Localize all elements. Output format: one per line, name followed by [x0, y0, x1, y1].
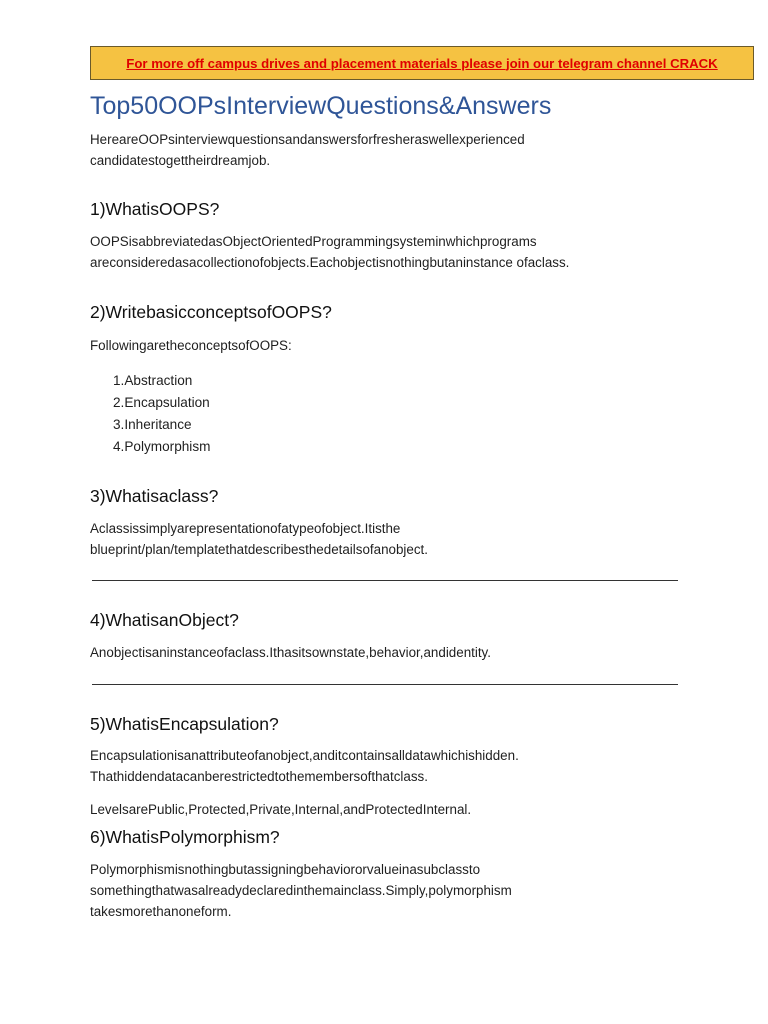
telegram-banner-link[interactable]: For more off campus drives and placement materials please join our telegram channel CRACK [126, 55, 718, 71]
question-3-heading: 3)Whatisaclass? [90, 486, 219, 506]
oops-concepts-list [113, 370, 210, 458]
answer-6-paragraph [90, 859, 690, 922]
list-item: 4.Polymorphism [113, 439, 211, 454]
list-item: 2.Encapsulation [113, 395, 210, 410]
answer-5-line-3: LevelsarePublic,Protected,Private,Internal,andProtectedInternal. [90, 802, 472, 817]
answer-6-line-3: takesmorethanoneform. [90, 904, 232, 919]
question-2-heading: 2)WritebasicconceptsofOOPS? [90, 302, 332, 322]
question-4-heading: 4)WhatisanObject? [90, 610, 239, 630]
answer-3-line-2: blueprint/plan/templatethatdescribesthedetailsofanobject. [90, 542, 428, 557]
telegram-banner [90, 46, 754, 80]
answer-4-line-1: Anobjectisaninstanceofaclass.Ithasitsownstate,behavior,andidentity. [90, 645, 491, 660]
intro-paragraph [90, 129, 690, 171]
answer-5-paragraph [90, 745, 690, 787]
list-item: 1.Abstraction [113, 373, 193, 388]
question-1-heading: 1)WhatisOOPS? [90, 199, 220, 219]
page-title: Top50OOPsInterviewQuestions&Answers [90, 92, 552, 120]
answer-5-levels [90, 799, 690, 820]
answer-5-line-2: Thathiddendatacanberestrictedtothemembersofthatclass. [90, 769, 428, 784]
intro-line-2: candidatestogettheirdreamjob. [90, 153, 271, 168]
answer-2-intro [90, 335, 690, 356]
answer-6-line-2: somethingthatwasalreadydeclaredinthemainclass.Simply,polymorphism [90, 883, 512, 898]
answer-5-line-1: Encapsulationisanattributeofanobject,anditcontainsalldatawhichishidden. [90, 748, 519, 763]
answer-6-line-1: Polymorphismisnothingbutassigningbehaviororvalueinasubclassto [90, 862, 481, 877]
list-item: 3.Inheritance [113, 417, 192, 432]
question-5-heading: 5)WhatisEncapsulation? [90, 714, 279, 734]
answer-2-intro-line: FollowingaretheconceptsofOOPS: [90, 338, 292, 353]
answer-1-line-2: areconsideredasacollectionofobjects.Eachobjectisnothingbutaninstance ofaclass. [90, 255, 570, 270]
horizontal-divider [92, 684, 678, 685]
answer-3-paragraph [90, 518, 690, 560]
answer-4-paragraph [90, 642, 690, 663]
answer-1-paragraph [90, 231, 690, 273]
intro-line-1: HereareOOPsinterviewquestionsandanswersforfresheraswellexperienced [90, 132, 525, 147]
horizontal-divider [92, 580, 678, 581]
question-6-heading: 6)WhatisPolymorphism? [90, 827, 280, 847]
answer-1-line-1: OOPSisabbreviatedasObjectOrientedProgrammingsysteminwhichprograms [90, 234, 537, 249]
answer-3-line-1: Aclassissimplyarepresentationofatypeofobject.Itisthe [90, 521, 401, 536]
